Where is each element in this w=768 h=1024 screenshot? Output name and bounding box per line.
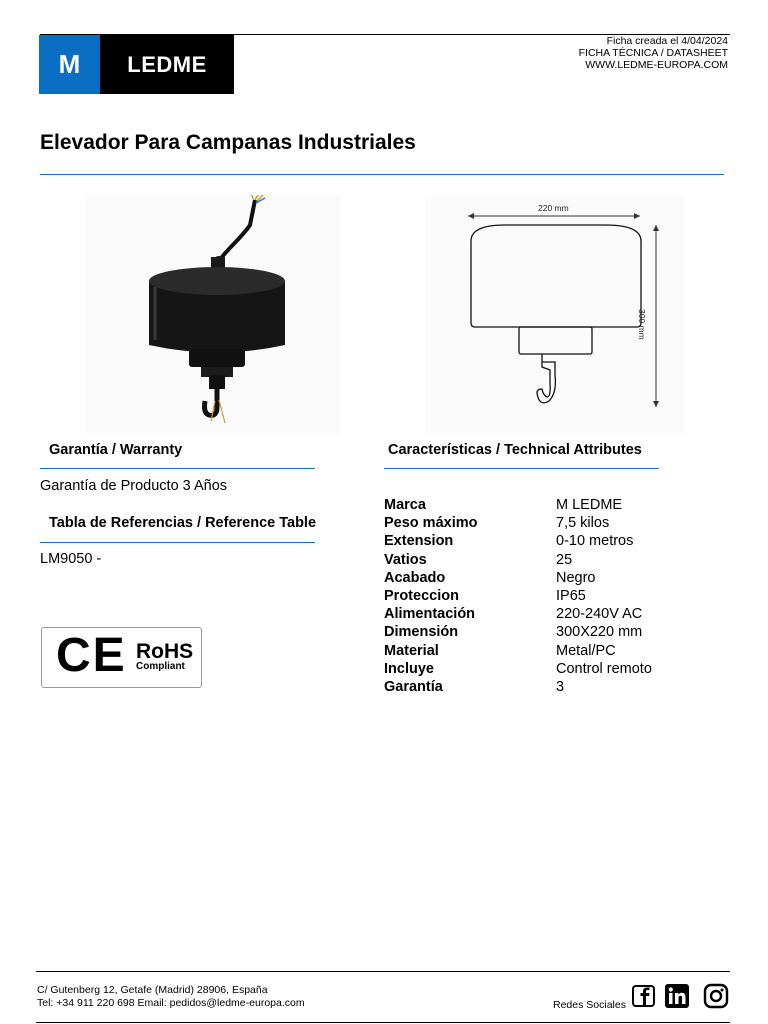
ce-mark: CE [56,629,127,682]
attribute-row [384,678,652,696]
attribute-key: Garantía [384,678,443,695]
created-date: Ficha creada el 4/04/2024 [606,35,728,47]
logo-mark-text: M [58,49,81,79]
footer-contact [37,984,305,1010]
linkedin-icon[interactable] [664,983,690,1009]
sheet-type: FICHA TÉCNICA / DATASHEET [578,47,728,59]
warranty-rule [40,468,315,469]
attribute-key: Dimensión [384,624,459,641]
attribute-value: IP65 [556,587,586,604]
attributes-table-body [384,496,652,696]
logo-mark [39,35,100,94]
attribute-key: Alimentación [384,606,476,623]
attribute-row [384,532,652,550]
attributes-rule [384,468,659,469]
footer-bottom-rule [36,1022,730,1023]
reference-heading: Tabla de Referencias / Reference Table [49,515,317,531]
reference-rule [40,542,315,543]
title-rule [40,174,724,175]
attribute-key: Incluye [384,660,434,677]
attributes-table [384,496,652,696]
footer-phone-email[interactable]: Tel: +34 911 220 698 Email: pedidos@ledme-europa.com [37,997,305,1009]
width-dimension-label: 220 mm [538,203,569,213]
attribute-key: Marca [384,497,426,513]
facebook-icon-svg [631,983,657,1009]
product-photo [85,195,340,433]
attribute-row [384,605,652,623]
page-title: Elevador Para Campanas Industriales [40,131,416,154]
attribute-key: Material [384,642,439,659]
attribute-value: 0-10 metros [556,533,634,550]
attribute-key: Proteccion [384,587,459,604]
rohs-compliant-label: Compliant [136,661,185,672]
footer-address: C/ Gutenberg 12, Getafe (Madrid) 28906, España [37,984,268,996]
attribute-value: Control remoto [556,660,652,677]
attribute-value: Metal/PC [556,642,616,659]
attribute-row [384,496,652,514]
warranty-text: Garantía de Producto 3 Años [40,478,228,494]
reference-text: LM9050 - [40,551,102,567]
attribute-value: 7,5 kilos [556,515,610,532]
facebook-icon[interactable] [631,983,657,1009]
attribute-row [384,569,652,587]
attribute-row [384,514,652,532]
website-link[interactable]: WWW.LEDME-EUROPA.COM [585,59,728,71]
height-dimension-label: 300 mm [637,309,647,340]
attribute-value: 25 [556,551,573,568]
rohs-mark: RoHS [136,640,194,663]
attribute-key: Acabado [384,569,446,586]
attribute-row [384,587,652,605]
attribute-value: 3 [556,678,565,695]
attribute-value: 220-240V AC [556,606,643,623]
instagram-icon[interactable] [703,983,729,1009]
instagram-icon-svg [703,983,729,1009]
social-label: Redes Sociales [553,999,626,1011]
attribute-value: M LEDME [556,497,623,513]
ce-rohs-badge [41,627,202,688]
attributes-heading: Características / Technical Attributes [388,442,642,458]
attribute-row [384,660,652,678]
dimension-drawing [425,195,685,433]
attribute-value: Negro [556,569,596,586]
logo-wordmark [100,35,234,94]
attribute-row [384,642,652,660]
attribute-value: 300X220 mm [556,624,643,641]
attribute-key: Vatios [384,551,427,568]
warranty-heading: Garantía / Warranty [49,442,183,458]
attribute-row [384,551,652,569]
product-photo-svg [85,195,340,433]
logo-wordmark-text: LEDME [127,51,207,77]
linkedin-icon-svg [664,983,690,1009]
attribute-key: Extension [384,533,454,550]
attribute-key: Peso máximo [384,515,478,532]
footer-top-rule [36,971,730,972]
attribute-row [384,623,652,641]
